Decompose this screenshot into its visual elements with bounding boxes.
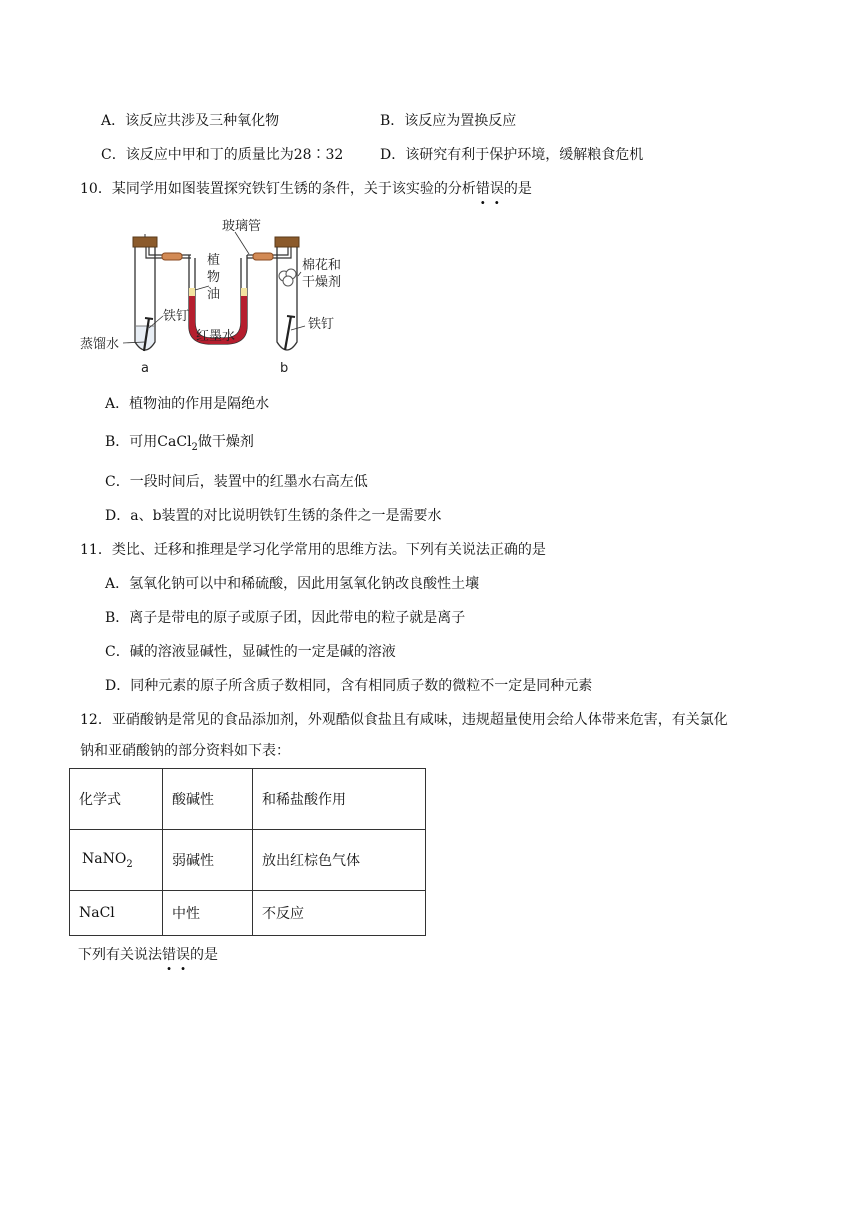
q11-option-a: A．氢氧化钠可以中和稀硫酸，因此用氢氧化钠改良酸性土壤 bbox=[105, 576, 480, 592]
table-cell: 放出红棕色气体 bbox=[253, 830, 426, 891]
q11-option-c: C．碱的溶液显碱性，显碱性的一定是碱的溶液 bbox=[105, 644, 396, 660]
rust-experiment-figure bbox=[75, 208, 365, 378]
table-cell: 不反应 bbox=[253, 891, 426, 936]
iron-nail-b bbox=[285, 316, 291, 350]
cotton-desiccant bbox=[279, 269, 296, 286]
table-cell: 中性 bbox=[163, 891, 253, 936]
label-glass-tube: 玻璃管 bbox=[222, 219, 262, 234]
label-nail-b: 铁钉 bbox=[308, 317, 335, 332]
q12-followup: 下列有关说法错误的是 bbox=[78, 947, 218, 963]
table-cell: 化学式 bbox=[70, 769, 163, 830]
label-cotton-1: 棉花和 bbox=[302, 258, 342, 273]
q10-stem: 10．某同学用如图装置探究铁钉生锈的条件，关于该实验的分析错误的是 bbox=[80, 181, 532, 197]
emphasis-mark: 错 bbox=[162, 947, 176, 963]
q12-stem-line1: 12．亚硝酸钠是常见的食品添加剂，外观酷似食盐且有咸味，违规超量使用会给人体带来危害，有关氯化 bbox=[80, 712, 728, 728]
label-nail-a: 铁钉 bbox=[163, 309, 190, 324]
label-distilled-water: 蒸馏水 bbox=[80, 337, 120, 352]
emphasis-mark: 误 bbox=[176, 947, 190, 963]
q10-option-c: C．一段时间后，装置中的红墨水右高左低 bbox=[105, 474, 368, 490]
label-veg-oil-1: 植 bbox=[207, 253, 221, 268]
label-red-ink: 红墨水 bbox=[196, 329, 236, 344]
label-a: a bbox=[141, 361, 149, 376]
table-header-row bbox=[70, 769, 426, 830]
q11-option-b: B．离子是带电的原子或原子团，因此带电的粒子就是离子 bbox=[105, 610, 466, 626]
q9-option-a: A．该反应共涉及三种氧化物 bbox=[101, 113, 280, 129]
q11-option-d: D．同种元素的原子所含质子数相同，含有相同质子数的微粒不一定是同种元素 bbox=[105, 678, 593, 694]
table-cell: 弱碱性 bbox=[163, 830, 253, 891]
label-veg-oil-2: 物 bbox=[207, 270, 221, 285]
table-cell: NaCl bbox=[70, 891, 163, 936]
table-row bbox=[70, 830, 426, 891]
q10-option-b: B．可用CaCl$_2$做干燥剂 bbox=[105, 434, 254, 453]
nitrite-data-table bbox=[69, 768, 426, 936]
q9-option-b: B．该反应为置换反应 bbox=[380, 113, 517, 129]
label-cotton-2: 干燥剂 bbox=[302, 275, 342, 290]
emphasis-mark: 错 bbox=[475, 181, 490, 197]
q12-stem-line2: 钠和亚硝酸钠的部分资料如下表： bbox=[80, 743, 290, 759]
test-tube-a bbox=[133, 237, 157, 350]
q9-option-c: C．该反应中甲和丁的质量比为28∶32 bbox=[101, 147, 344, 163]
q9-option-d: D．该研究有利于保护环境，缓解粮食危机 bbox=[380, 147, 644, 163]
q10-option-d: D．a、b装置的对比说明铁钉生锈的条件之一是需要水 bbox=[105, 508, 442, 524]
table-cell: NaNO$_2$ bbox=[70, 830, 163, 891]
table-cell: 和稀盐酸作用 bbox=[253, 769, 426, 830]
q11-stem: 11．类比、迁移和推理是学习化学常用的思维方法。下列有关说法正确的是 bbox=[80, 542, 546, 558]
table-row bbox=[70, 891, 426, 936]
emphasis-mark: 误 bbox=[489, 181, 504, 197]
q10-option-a: A．植物油的作用是隔绝水 bbox=[105, 396, 270, 412]
table-cell: 酸碱性 bbox=[163, 769, 253, 830]
label-b: b bbox=[280, 361, 289, 376]
label-veg-oil-3: 油 bbox=[207, 287, 221, 302]
formula-cacl2: CaCl bbox=[157, 434, 192, 450]
